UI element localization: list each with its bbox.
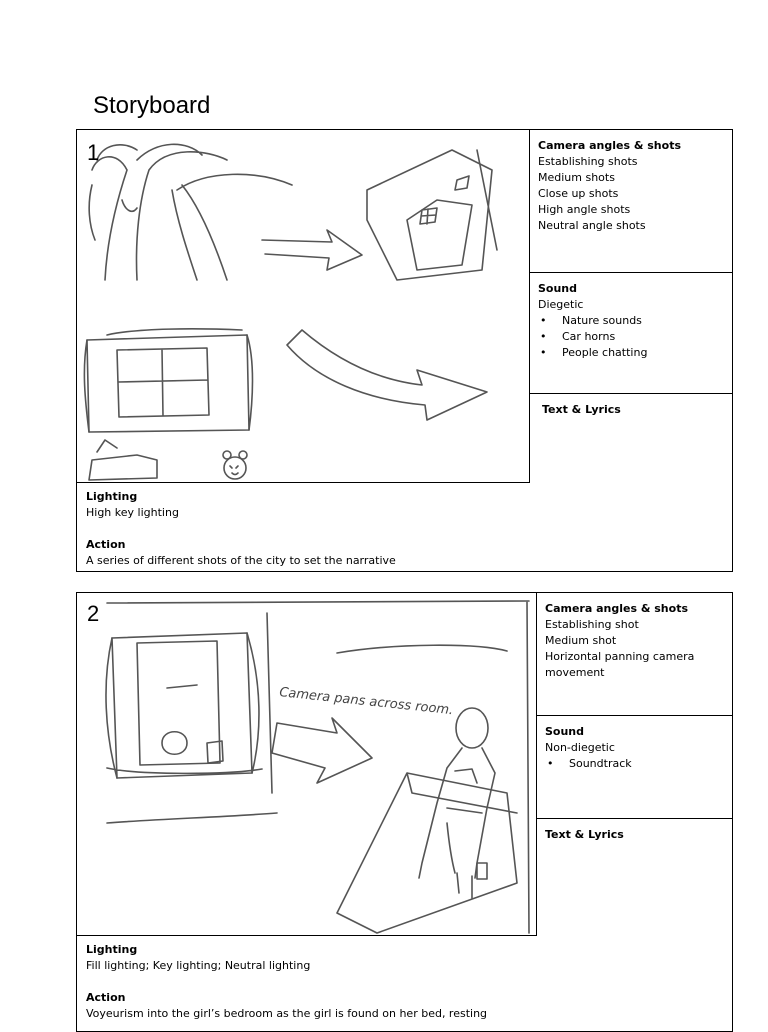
text-lyrics-cell: [537, 819, 732, 936]
sound-bullet-list: [538, 313, 724, 361]
text-lyrics-heading: Text & Lyrics: [542, 403, 621, 416]
sketch-drawing-1: [77, 130, 530, 483]
sound-heading: Sound: [538, 282, 578, 295]
lighting-action-panel-2: [77, 936, 732, 1031]
sound-heading: Sound: [545, 725, 585, 738]
lighting-heading: Lighting: [86, 943, 138, 956]
sound-bullet-list: [545, 756, 724, 772]
text-lyrics-heading: Text & Lyrics: [545, 828, 624, 841]
frame-number: 2: [87, 601, 100, 626]
sketch-panel-1: [77, 130, 530, 483]
side-notes-2: [537, 593, 732, 936]
camera-line: Horizontal panning camera: [545, 650, 695, 663]
action-heading: Action: [86, 538, 126, 551]
lighting-value: High key lighting: [86, 506, 179, 519]
camera-cell: [537, 593, 732, 716]
camera-line: movement: [545, 666, 605, 679]
camera-line: Neutral angle shots: [538, 219, 646, 232]
action-heading: Action: [86, 991, 126, 1004]
list-item: • Car horns: [538, 329, 724, 345]
camera-line: High angle shots: [538, 203, 631, 216]
text-lyrics-cell: [530, 394, 732, 483]
camera-heading: Camera angles & shots: [538, 139, 681, 152]
sound-cell: [537, 716, 732, 819]
camera-line: Close up shots: [538, 187, 619, 200]
storyboard-frame-1: [76, 129, 733, 572]
sketch-panel-2: [77, 593, 537, 936]
lighting-value: Fill lighting; Key lighting; Neutral lighting: [86, 959, 311, 972]
storyboard-frame-2: [76, 592, 733, 1032]
list-item: • People chatting: [538, 345, 724, 361]
camera-line: Establishing shots: [538, 155, 638, 168]
list-item: • Soundtrack: [545, 756, 724, 772]
list-item: • Nature sounds: [538, 313, 724, 329]
sound-cell: [530, 273, 732, 394]
lighting-action-panel-1: [77, 483, 732, 571]
action-value: Voyeurism into the girl’s bedroom as the girl is found on her bed, resting: [86, 1007, 488, 1020]
sound-type: Diegetic: [538, 298, 584, 311]
camera-line: Establishing shot: [545, 618, 639, 631]
action-value: A series of different shots of the city to set the narrative: [86, 554, 396, 567]
camera-cell: [530, 130, 732, 273]
lighting-heading: Lighting: [86, 490, 138, 503]
page-title: Storyboard: [93, 92, 211, 119]
sound-type: Non-diegetic: [545, 741, 615, 754]
frame-number: 1: [87, 140, 100, 165]
camera-line: Medium shot: [545, 634, 617, 647]
camera-heading: Camera angles & shots: [545, 602, 688, 615]
camera-line: Medium shots: [538, 171, 615, 184]
sketch-caption: Camera pans across room.: [278, 685, 454, 719]
sketch-drawing-2: [77, 593, 537, 936]
side-notes-1: [530, 130, 732, 483]
